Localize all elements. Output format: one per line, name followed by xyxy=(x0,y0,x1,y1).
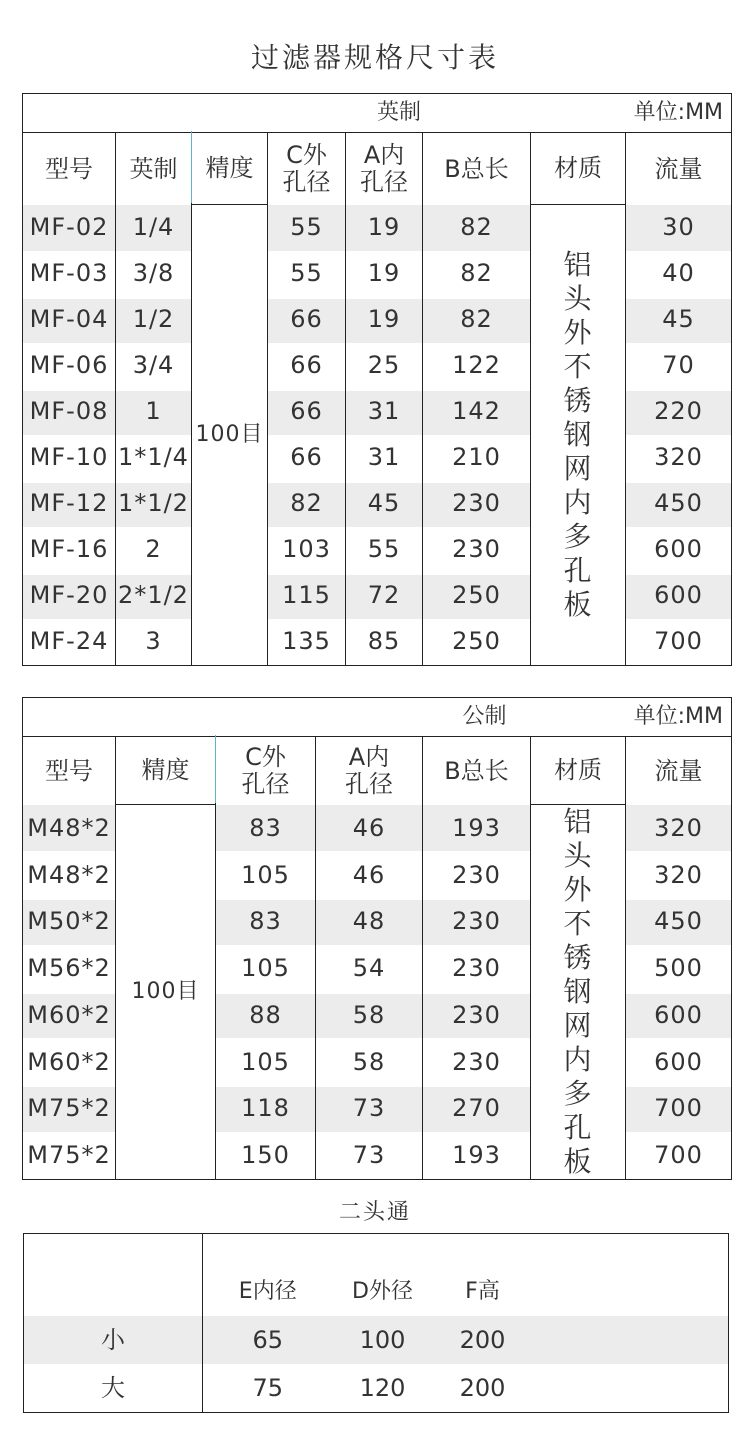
flow-cell: 320 xyxy=(626,435,732,481)
header-e-inner: E内径 xyxy=(238,1278,297,1304)
model-cell: M50*2 xyxy=(23,898,116,945)
c-outer-cell: 83 xyxy=(216,805,316,852)
b-length-cell: 230 xyxy=(423,898,531,945)
inch-cell: 2*1/2 xyxy=(116,573,192,619)
a-inner-cell: 19 xyxy=(346,251,423,297)
model-cell: M48*2 xyxy=(23,851,116,898)
header-a-inner: A内孔径 xyxy=(316,737,423,805)
a-inner-cell: 58 xyxy=(316,992,423,1039)
inch-cell: 1/2 xyxy=(116,297,192,343)
header-material: 材质 xyxy=(531,133,626,205)
a-inner-cell: 31 xyxy=(346,435,423,481)
a-inner-cell: 54 xyxy=(316,945,423,992)
header-c-outer: C外孔径 xyxy=(268,133,346,205)
flow-cell: 30 xyxy=(626,205,732,251)
model-cell: M75*2 xyxy=(23,1132,116,1179)
flow-cell: 70 xyxy=(626,343,732,389)
a-inner-cell: 72 xyxy=(346,573,423,619)
c-outer-cell: 88 xyxy=(216,992,316,1039)
model-cell: M56*2 xyxy=(23,945,116,992)
flow-cell: 700 xyxy=(626,1085,732,1132)
inch-cell: 1*1/2 xyxy=(116,481,192,527)
flow-cell: 320 xyxy=(626,851,732,898)
b-length-cell: 230 xyxy=(423,851,531,898)
a-inner-cell: 19 xyxy=(346,205,423,251)
model-cell: MF-20 xyxy=(23,573,116,619)
table-row xyxy=(23,619,732,666)
d-cell: 100 xyxy=(333,1316,433,1364)
a-inner-cell: 85 xyxy=(346,619,423,666)
c-outer-cell: 118 xyxy=(216,1085,316,1132)
flow-cell: 600 xyxy=(626,527,732,573)
inch-cell: 3/4 xyxy=(116,343,192,389)
e-cell: 65 xyxy=(203,1316,333,1364)
c-outer-cell: 83 xyxy=(216,898,316,945)
header-f-height: F高 xyxy=(465,1278,500,1304)
c-outer-cell: 55 xyxy=(268,251,346,297)
header-b-length: B总长 xyxy=(423,133,531,205)
material-text: 铝头外不锈钢网内多孔板 xyxy=(563,247,593,621)
page-title: 过滤器规格尺寸表 xyxy=(250,41,499,74)
table-row xyxy=(23,205,732,251)
c-outer-cell: 55 xyxy=(268,205,346,251)
table-row xyxy=(23,481,732,527)
metric-caption: 公制 xyxy=(216,698,531,737)
imperial-caption: 英制 xyxy=(268,94,531,133)
b-length-cell: 142 xyxy=(423,389,531,435)
a-inner-cell: 73 xyxy=(316,1085,423,1132)
flow-cell: 600 xyxy=(626,992,732,1039)
metric-spec-table xyxy=(22,697,732,1180)
header-b-length: B总长 xyxy=(423,737,531,805)
imperial-header-row xyxy=(23,133,732,205)
b-length-cell: 250 xyxy=(423,573,531,619)
table-row xyxy=(23,343,732,389)
table-row xyxy=(23,573,732,619)
model-cell: MF-12 xyxy=(23,481,116,527)
c-outer-cell: 135 xyxy=(268,619,346,666)
inch-cell: 3 xyxy=(116,619,192,666)
model-cell: MF-06 xyxy=(23,343,116,389)
table-row xyxy=(23,527,732,573)
model-cell: MF-24 xyxy=(23,619,116,666)
inch-cell: 2 xyxy=(116,527,192,573)
header-precision: 精度 xyxy=(192,133,268,205)
b-length-cell: 250 xyxy=(423,619,531,666)
f-cell: 200 xyxy=(459,1373,506,1402)
c-outer-cell: 115 xyxy=(268,573,346,619)
precision-cell: 100目 xyxy=(116,805,216,1180)
inch-cell: 1*1/4 xyxy=(116,435,192,481)
b-length-cell: 230 xyxy=(423,1038,531,1085)
e-cell: 75 xyxy=(252,1373,284,1402)
d-cell: 120 xyxy=(359,1373,406,1402)
c-outer-cell: 105 xyxy=(216,851,316,898)
c-outer-cell: 66 xyxy=(268,435,346,481)
metric-header-row xyxy=(23,737,732,805)
header-material: 材质 xyxy=(531,737,626,805)
material-cell xyxy=(531,805,626,1180)
b-length-cell: 122 xyxy=(423,343,531,389)
precision-cell: 100目 xyxy=(192,205,268,666)
two-way-caption: 二头通 xyxy=(338,1200,411,1225)
imperial-unit: 单位:MM xyxy=(531,94,732,133)
a-inner-cell: 58 xyxy=(316,1038,423,1085)
imperial-spec-table xyxy=(22,93,732,666)
c-outer-cell: 66 xyxy=(268,297,346,343)
header-flow: 流量 xyxy=(654,756,703,785)
model-cell: MF-02 xyxy=(23,205,116,251)
material-cell xyxy=(531,205,626,666)
model-cell: M75*2 xyxy=(23,1085,116,1132)
c-outer-cell: 82 xyxy=(268,481,346,527)
a-inner-cell: 45 xyxy=(346,481,423,527)
header-flow: 流量 xyxy=(654,154,703,183)
flow-cell: 700 xyxy=(626,619,732,666)
inch-cell: 3/8 xyxy=(116,251,192,297)
flow-cell: 320 xyxy=(626,805,732,852)
header-d-outer: D外径 xyxy=(352,1278,413,1304)
b-length-cell: 230 xyxy=(423,945,531,992)
a-inner-cell: 19 xyxy=(346,297,423,343)
model-cell: M60*2 xyxy=(23,1038,116,1085)
table-row xyxy=(23,435,732,481)
metric-caption-row xyxy=(23,698,732,737)
table-row xyxy=(23,251,732,297)
a-inner-cell: 55 xyxy=(346,527,423,573)
model-cell: MF-08 xyxy=(23,389,116,435)
flow-cell: 220 xyxy=(626,389,732,435)
b-length-cell: 270 xyxy=(423,1085,531,1132)
size-cell: 大 xyxy=(24,1364,203,1413)
metric-unit: 单位:MM xyxy=(531,698,732,737)
two-way-table xyxy=(23,1233,729,1413)
flow-cell: 600 xyxy=(626,1038,732,1085)
a-inner-cell: 73 xyxy=(316,1132,423,1179)
b-length-cell: 82 xyxy=(423,297,531,343)
b-length-cell: 193 xyxy=(423,1132,531,1179)
size-cell: 小 xyxy=(24,1316,203,1364)
table-row xyxy=(23,297,732,343)
inch-cell: 1/4 xyxy=(116,205,192,251)
header-a-inner: A内孔径 xyxy=(346,133,423,205)
a-inner-cell: 46 xyxy=(316,805,423,852)
f-cell: 200 xyxy=(433,1316,533,1364)
b-length-cell: 230 xyxy=(423,481,531,527)
c-outer-cell: 103 xyxy=(268,527,346,573)
b-length-cell: 230 xyxy=(423,992,531,1039)
a-inner-cell: 46 xyxy=(316,851,423,898)
flow-cell: 700 xyxy=(626,1132,732,1179)
b-length-cell: 82 xyxy=(423,205,531,251)
accent-line xyxy=(191,131,192,203)
header-precision: 精度 xyxy=(116,737,216,805)
material-text: 铝头外不锈钢网内多孔板 xyxy=(563,805,593,1178)
b-length-cell: 230 xyxy=(423,527,531,573)
flow-cell: 500 xyxy=(626,945,732,992)
header-model: 型号 xyxy=(23,737,116,805)
two-way-header-row xyxy=(24,1234,729,1317)
header-model: 型号 xyxy=(23,133,116,205)
flow-cell: 450 xyxy=(626,898,732,945)
model-cell: M60*2 xyxy=(23,992,116,1039)
table-row xyxy=(23,805,732,852)
table-row xyxy=(24,1316,729,1364)
model-cell: MF-04 xyxy=(23,297,116,343)
header-inch: 英制 xyxy=(116,133,192,205)
c-outer-cell: 66 xyxy=(268,389,346,435)
accent-line xyxy=(215,735,216,803)
model-cell: MF-16 xyxy=(23,527,116,573)
c-outer-cell: 66 xyxy=(268,343,346,389)
table-row xyxy=(23,389,732,435)
table-row xyxy=(24,1364,729,1413)
model-cell: MF-10 xyxy=(23,435,116,481)
model-cell: M48*2 xyxy=(23,805,116,852)
a-inner-cell: 25 xyxy=(346,343,423,389)
imperial-caption-row xyxy=(23,94,732,133)
header-c-outer: C外孔径 xyxy=(216,737,316,805)
c-outer-cell: 105 xyxy=(216,1038,316,1085)
b-length-cell: 193 xyxy=(423,805,531,852)
c-outer-cell: 150 xyxy=(216,1132,316,1179)
model-cell: MF-03 xyxy=(23,251,116,297)
a-inner-cell: 48 xyxy=(316,898,423,945)
c-outer-cell: 105 xyxy=(216,945,316,992)
b-length-cell: 210 xyxy=(423,435,531,481)
inch-cell: 1 xyxy=(116,389,192,435)
flow-cell: 450 xyxy=(626,481,732,527)
flow-cell: 45 xyxy=(626,297,732,343)
flow-cell: 600 xyxy=(626,573,732,619)
flow-cell: 40 xyxy=(626,251,732,297)
b-length-cell: 82 xyxy=(423,251,531,297)
a-inner-cell: 31 xyxy=(346,389,423,435)
